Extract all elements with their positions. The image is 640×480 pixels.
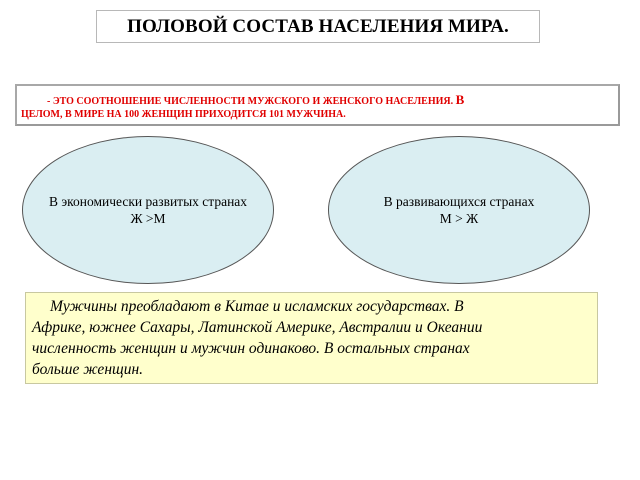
developed-countries-relation: Ж >М [130, 211, 166, 226]
note-line-2: Африке, южнее Сахары, Латинской Америке, Австралии и Океании [32, 319, 483, 336]
definition-box [15, 84, 620, 126]
developing-countries-relation: М > Ж [439, 211, 479, 226]
note-line-4: больше женщин. [32, 361, 144, 378]
note-line-1: Мужчины преобладают в Китае и исламских государствах. В [50, 298, 464, 315]
definition-line-1 [21, 93, 614, 108]
developing-countries-label: В развивающихся странах [383, 194, 535, 209]
definition-part1: - ЭТО СООТНОШЕНИЕ ЧИСЛЕННОСТИ МУЖСКОГО И ЖЕНСКОГО НАСЕЛЕНИЯ. [47, 96, 454, 107]
note-line-3: численность женщин и мужчин одинаково. В остальных странах [32, 340, 470, 357]
definition-part2-first: В [455, 92, 465, 107]
definition-line-2: ЦЕЛОМ, В МИРЕ НА 100 ЖЕНЩИН ПРИХОДИТСЯ 101 МУЖЧИНА. [21, 109, 346, 120]
slide-title: ПОЛОВОЙ СОСТАВ НАСЕЛЕНИЯ МИРА. [127, 15, 509, 37]
slide-title-box [96, 10, 540, 43]
note-box [25, 292, 598, 384]
developing-countries-ellipse [328, 136, 590, 284]
developed-countries-label: В экономически развитых странах [48, 194, 248, 209]
developed-countries-ellipse [22, 136, 274, 284]
